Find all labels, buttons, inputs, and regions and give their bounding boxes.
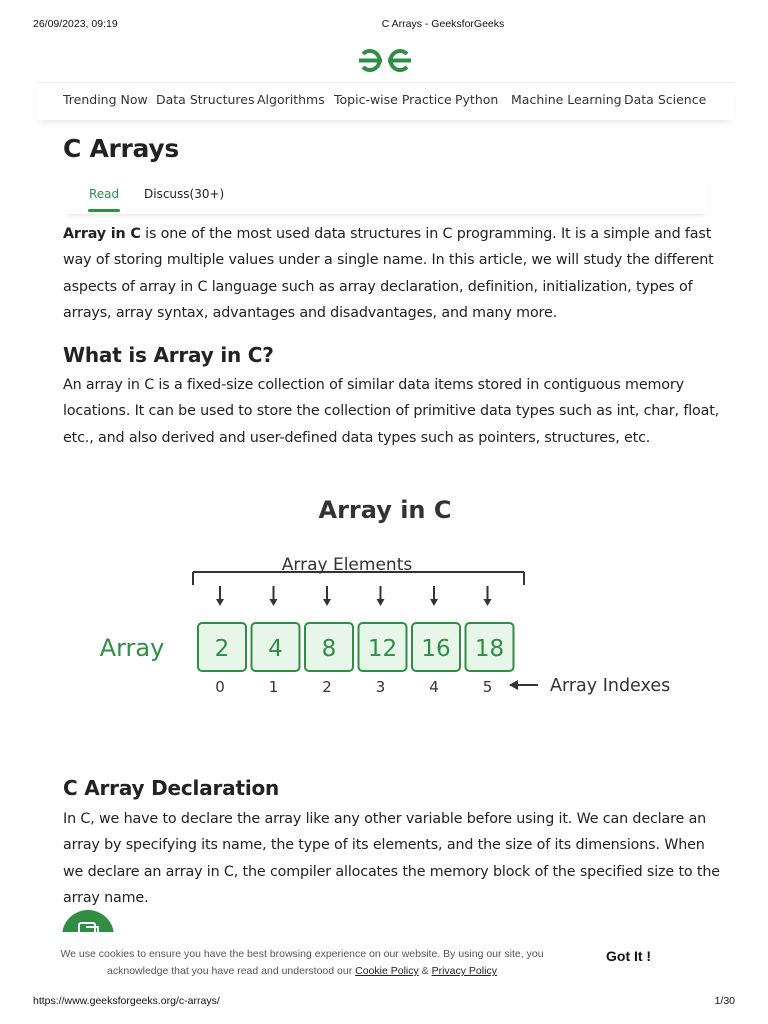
tab-read[interactable]: Read (89, 187, 120, 201)
element-arrow-head (484, 599, 492, 606)
array-index-label: 4 (429, 678, 439, 696)
array-cells (198, 623, 514, 671)
indexes-arrow-head (509, 680, 518, 690)
section-paragraph-array-declaration: In C, we have to declare the array like any other variable before using it. We can declare an array by specifying its name, the type of its elements, and the size of its dimensions. When we declare an array in C, the compiler allocates the memory block of the specified size to the array name. (63, 811, 720, 906)
print-title: C Arrays - GeeksforGeeks (381, 18, 505, 30)
print-footer (0, 995, 768, 1009)
cookie-policy-link[interactable]: Cookie Policy (355, 965, 419, 977)
nav-item-trending-now[interactable]: Trending Now (63, 92, 148, 107)
page-title: C Arrays (63, 134, 179, 163)
section-paragraph-what-is-array: An array in C is a fixed-size collection of similar data items stored in contiguous memory locations. It can be used to store the collection of primitive data types such as int, char, float, etc., and also derived and user-defined data types such as pointers, structures, etc. (63, 377, 720, 446)
element-arrows (216, 586, 492, 606)
cookie-text (60, 946, 544, 980)
gfg-logo-icon (357, 46, 413, 74)
intro-text: is one of the most used data structures in C programming. It is a simple and fast way of storing multiple values under a single name. In this article, we will study the different aspects of array in C language such as array declaration, definition, initialization, types of arrays, array syntax, advantages and disadvantages, and many more. (63, 226, 714, 321)
cookie-amp: & (418, 965, 432, 977)
print-page-count: 1/30 (714, 995, 735, 1007)
diagram-elements-label: Array Elements (281, 555, 413, 575)
array-indexes (215, 678, 492, 696)
element-arrow-head (377, 599, 385, 606)
array-index-label: 3 (375, 678, 386, 696)
print-date: 26/09/2023, 09:19 (33, 18, 118, 30)
diagram-indexes-label: Array Indexes (550, 676, 671, 696)
array-diagram-svg (0, 480, 768, 720)
array-index-label: 2 (322, 678, 332, 696)
article-tabs (63, 174, 708, 214)
privacy-policy-link[interactable]: Privacy Policy (431, 965, 497, 977)
got-it-button[interactable]: Got It ! (606, 948, 652, 964)
element-arrow-head (430, 599, 438, 606)
diagram-title: Array in C (318, 496, 452, 524)
array-index-label: 0 (215, 678, 225, 696)
array-index-label: 1 (268, 678, 279, 696)
intro-paragraph (63, 221, 723, 326)
array-diagram (0, 480, 768, 720)
nav-item-machine-learning[interactable]: Machine Learning (511, 92, 622, 107)
array-index-label: 5 (482, 678, 493, 696)
array-cell-value: 18 (474, 636, 505, 662)
cookie-banner (0, 932, 768, 984)
diagram-array-label: Array (99, 634, 165, 662)
array-cell-value: 4 (268, 636, 283, 662)
element-arrow-head (216, 599, 224, 606)
cookie-message: We use cookies to ensure you have the best browsing experience on our website. By using our site, you acknowledge that you have read and understood our (60, 948, 544, 977)
array-cell-value: 8 (321, 636, 337, 662)
top-nav (36, 82, 734, 120)
nav-item-data-structures[interactable]: Data Structures (156, 92, 255, 107)
geeksforgeeks-logo[interactable] (357, 46, 413, 74)
array-cell-value: 12 (367, 636, 398, 662)
print-url: https://www.geeksforgeeks.org/c-arrays/ (33, 995, 220, 1007)
section-heading-array-declaration: C Array Declaration (63, 776, 280, 800)
print-header (0, 18, 768, 32)
element-arrow-head (323, 599, 331, 606)
element-arrow-head (270, 599, 278, 606)
array-cell-value: 2 (214, 636, 230, 662)
nav-item-python[interactable]: Python (455, 92, 499, 107)
intro-bold-term: Array in C (63, 226, 141, 242)
nav-item-topic-wise-practice[interactable]: Topic-wise Practice (334, 92, 452, 107)
array-cell-value: 16 (421, 636, 451, 662)
tab-discuss[interactable]: Discuss(30+) (144, 187, 225, 201)
section-heading-what-is-array: What is Array in C? (63, 343, 274, 367)
nav-item-algorithms[interactable]: Algorithms (257, 92, 325, 107)
nav-item-data-science[interactable]: Data Science (624, 92, 707, 107)
